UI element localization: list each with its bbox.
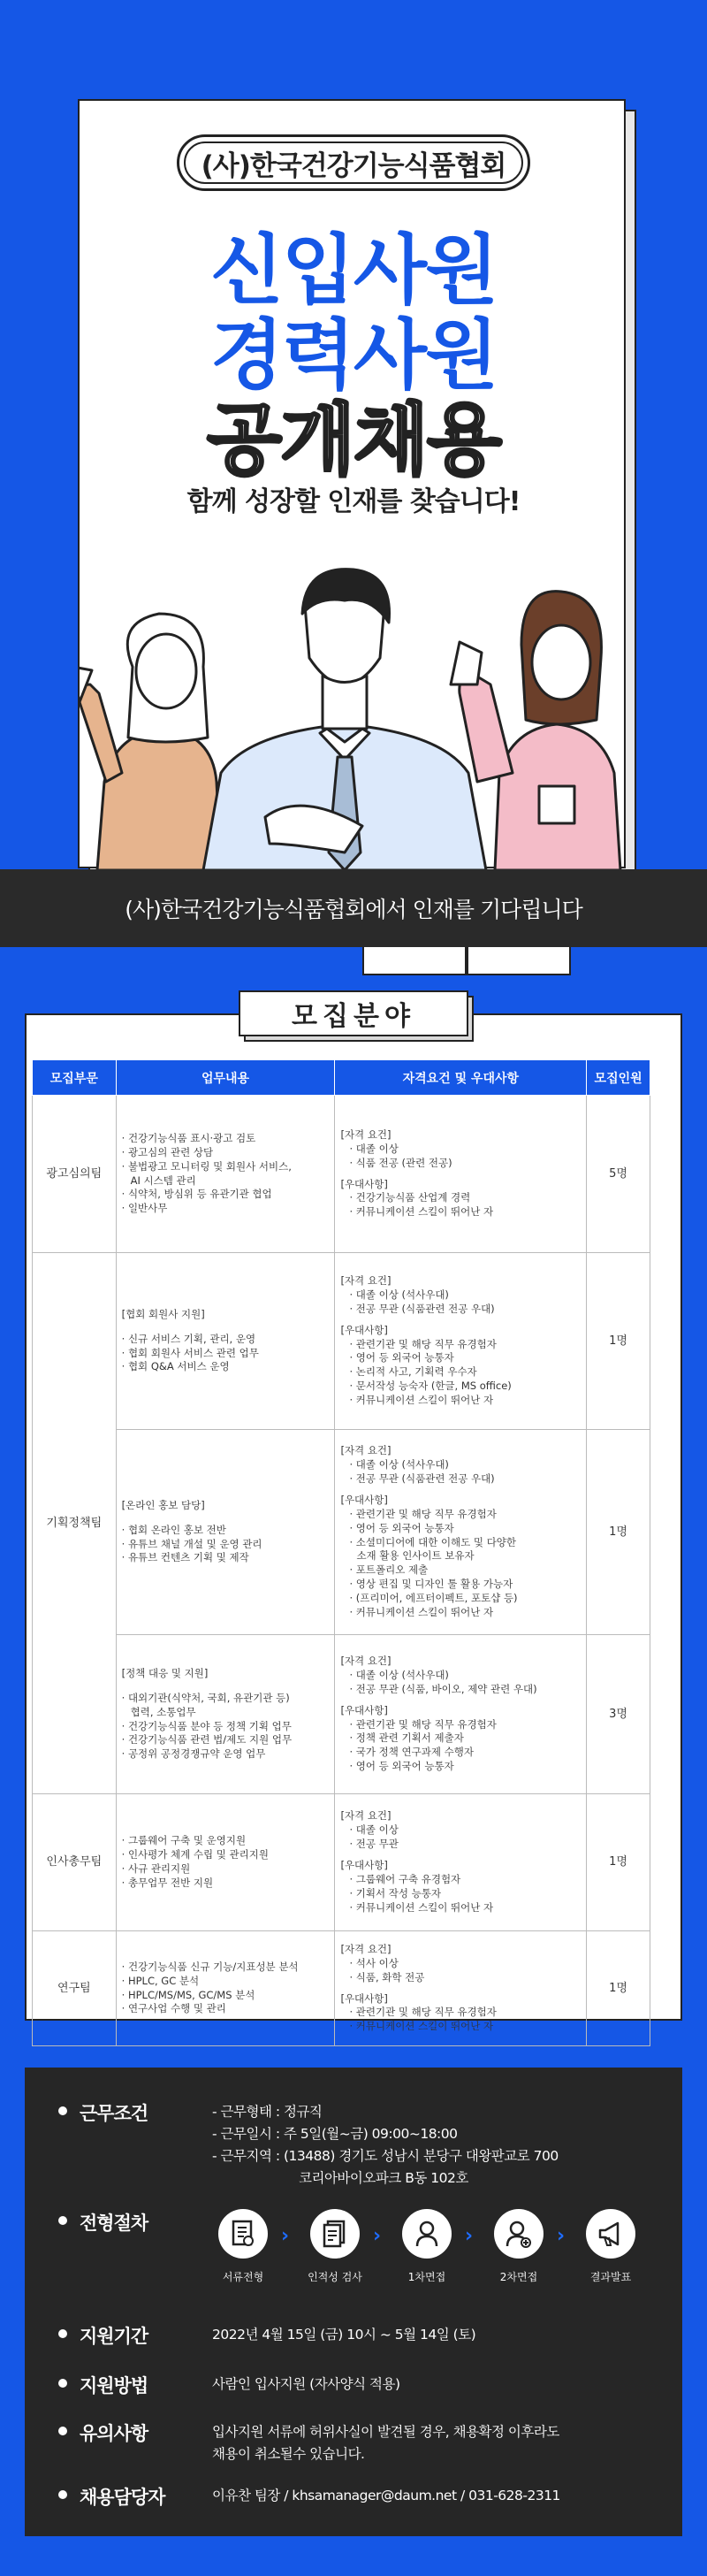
qual-line: · 커뮤니케이션 스킬이 뛰어난 자 (349, 1605, 494, 1618)
duty-line: 협력, 소통업무 (130, 1705, 196, 1718)
notice-line: 채용이 취소될수 있습니다. (212, 2446, 365, 2462)
qual-line: · 대졸 이상 (석사우대) (349, 1288, 449, 1301)
chevron-right-icon: › (465, 2225, 474, 2247)
duty-line: · 건강기능식품 관련 법/제도 지원 업무 (121, 1733, 293, 1747)
qual-line: [자격 요건] (340, 1274, 392, 1288)
bullet-icon (58, 2106, 67, 2115)
duty-line: · 그룹웨어 구축 및 운영지원 (121, 1834, 247, 1847)
qual-line: · 전공 무관 (식품관련 전공 우대) (349, 1472, 495, 1486)
duty-line: · 대외기관(식약처, 국회, 유관기관 등) (121, 1691, 290, 1704)
qual-line: · 문서작성 능숙자 (한글, MS office) (349, 1380, 512, 1393)
contact-row (25, 2483, 682, 2510)
qual-line: · 전공 무관 (식품, 바이오, 제약 관련 우대) (349, 1682, 537, 1695)
bullet-icon (58, 2379, 67, 2388)
process-label: 전형절차 (80, 2213, 148, 2234)
qual-line: [자격 요건] (340, 1444, 392, 1457)
work-type: - 근무형태 : 정규직 (212, 2104, 323, 2120)
process-row (25, 2209, 682, 2297)
duty-line: · 건강기능식품 분야 등 정책 기획 업무 (121, 1719, 292, 1732)
table-row (33, 1931, 650, 2046)
qual-line: · 그룹웨어 구축 유경험자 (349, 1872, 461, 1885)
table-header-row (33, 1060, 650, 1096)
qual-line: · 소셜미디어에 대한 이해도 및 다양한 (349, 1535, 517, 1548)
info-section (25, 2068, 682, 2536)
document-icon (218, 2209, 268, 2259)
method-label: 지원방법 (80, 2375, 148, 2396)
qual-line: · 대졸 이상 (석사우대) (349, 1458, 449, 1471)
qual-line: · 커뮤니케이션 스킬이 뛰어난 자 (349, 1900, 494, 1914)
contact-label: 채용담당자 (80, 2487, 165, 2508)
qual-line: · 대졸 이상 (석사우대) (349, 1668, 449, 1681)
qual-line: · 영어 등 외국어 능통자 (349, 1521, 454, 1534)
qual-line: · 전공 무관 (식품관련 전공 우대) (349, 1302, 495, 1315)
qual-line: · 영어 등 외국어 능통자 (349, 1351, 454, 1364)
duty-line: · 유튜브 컨텐츠 기획 및 제작 (121, 1551, 249, 1564)
qual-line: [자격 요건] (340, 1655, 392, 1668)
duty-line: · 식약처, 방심위 등 유관기관 협업 (121, 1188, 272, 1201)
qualification-cell (335, 1931, 587, 2046)
qual-line: [우대사항] (340, 1177, 388, 1190)
chevron-right-icon: › (373, 2225, 382, 2247)
duty-line: AI 시스템 관리 (130, 1173, 196, 1187)
qual-line: · 커뮤니케이션 스킬이 뛰어난 자 (349, 2020, 494, 2033)
step-interview-2 (488, 2209, 550, 2284)
period-label: 지원기간 (80, 2326, 148, 2347)
qual-line: · 영상 편집 및 디자인 툴 활용 가능자 (349, 1578, 513, 1591)
duty-line: · HPLC/MS/MS, GC/MS 분석 (121, 1988, 255, 2001)
qual-line: · 논리적 사고, 기획력 우수자 (349, 1365, 477, 1379)
qual-line: · 대졸 이상 (349, 1823, 399, 1837)
spacer (122, 1322, 330, 1333)
work-location: - 근무지역 : (13488) 경기도 성남시 분당구 대왕판교로 700 (212, 2148, 559, 2164)
spacer (340, 1317, 581, 1324)
bullet-icon (58, 2329, 67, 2338)
table-row (33, 1430, 650, 1635)
headline-open-recruitment: 공개채용 (206, 394, 501, 485)
chevron-right-icon: › (281, 2225, 290, 2247)
org-name-badge (177, 134, 530, 191)
qual-line: [자격 요건] (340, 1127, 392, 1141)
method-value: 사람인 입사지원 (자사양식 적용) (212, 2376, 400, 2392)
dept-cell: 광고심의팀 (33, 1096, 117, 1253)
step-label: 인적성 검사 (308, 2271, 362, 2283)
qual-line: · 커뮤니케이션 스킬이 뛰어난 자 (349, 1394, 494, 1406)
step-document (212, 2209, 274, 2284)
bullet-icon (58, 2427, 67, 2435)
notice-line: 입사지원 서류에 허위사실이 발견될 경우, 채용확정 이후라도 (212, 2424, 559, 2440)
man-center-figure (203, 569, 486, 870)
qualification-cell (335, 1635, 587, 1794)
poster-tagline: 함께 성장할 인재를 찾습니다! (186, 486, 521, 517)
qual-line: · 식품, 화학 전공 (349, 1970, 425, 1984)
person-icon (402, 2209, 452, 2259)
qual-line: · 대졸 이상 (349, 1142, 399, 1155)
notice-value (212, 2421, 559, 2465)
duty-line: · 협회 온라인 홍보 전반 (121, 1523, 226, 1536)
spacer (340, 1487, 581, 1494)
section-title: 모집분야 (239, 990, 468, 1036)
qualification-cell (335, 1794, 587, 1931)
count-cell: 1명 (587, 1253, 650, 1430)
duty-line: · 협회 Q&A 서비스 운영 (121, 1360, 230, 1373)
contact-value: 이유찬 팀장 / khsamanager@daum.net / 031-628-2311 (212, 2488, 560, 2503)
positions-table (32, 1059, 650, 2046)
header-dept: 모집부문 (33, 1060, 117, 1096)
header-count: 모집인원 (587, 1060, 650, 1096)
qual-line: · 정책 관련 기획서 제출자 (349, 1731, 464, 1745)
qual-line: [우대사항] (340, 1703, 388, 1716)
duty-line: · 신규 서비스 기획, 관리, 운영 (121, 1332, 256, 1345)
qual-line: · 석사 이상 (349, 1956, 399, 1969)
duty-cell (116, 1794, 335, 1931)
qual-line: [우대사항] (340, 1991, 388, 2005)
table-row (33, 1096, 650, 1253)
qual-line: · 영어 등 외국어 능통자 (349, 1760, 454, 1773)
qual-line: · 관련기관 및 해당 직무 유경험자 (349, 2006, 497, 2019)
qual-line: · 식품 전공 (관련 전공) (349, 1156, 452, 1169)
checklist-icon (310, 2209, 360, 2259)
qual-line: [자격 요건] (340, 1809, 392, 1823)
megaphone-icon (586, 2209, 635, 2259)
period-value: 2022년 4월 15일 (금) 10시 ~ 5월 14일 (토) (212, 2327, 476, 2343)
qual-line: · 관련기관 및 해당 직무 유경험자 (349, 1717, 497, 1731)
work-conditions-value (212, 2101, 559, 2190)
count-cell: 3명 (587, 1635, 650, 1794)
qual-line: · 전공 무관 (349, 1838, 399, 1851)
decor-box-right (467, 947, 571, 975)
qual-line: · 국가 정책 연구과제 수행자 (349, 1746, 474, 1759)
dept-cell: 연구팀 (33, 1931, 117, 2046)
bullet-icon (58, 2490, 67, 2499)
duty-line: · 건강기능식품 신규 기능/지표성분 분석 (121, 1960, 299, 1973)
method-row (25, 2372, 682, 2398)
period-row (25, 2322, 682, 2349)
step-aptitude (304, 2209, 366, 2284)
qualification-cell (335, 1253, 587, 1430)
qual-line: · 포트폴리오 제출 (349, 1563, 429, 1577)
duty-line: · 총무업무 전반 지원 (121, 1876, 214, 1889)
spacer (340, 1697, 581, 1704)
duty-line: · HPLC, GC 분석 (121, 1974, 200, 1987)
qual-line: · 관련기관 및 해당 직무 유경험자 (349, 1337, 497, 1350)
table-row (33, 1253, 650, 1430)
count-cell: 1명 (587, 1794, 650, 1931)
qual-line: [우대사항] (340, 1859, 388, 1872)
work-conditions-row (25, 2099, 682, 2197)
qualification-cell (335, 1430, 587, 1635)
work-hours: - 근무일시 : 주 5일(월~금) 09:00~18:00 (212, 2126, 458, 2142)
duty-line: [온라인 홍보 담당] (121, 1498, 205, 1511)
step-interview-1 (396, 2209, 458, 2284)
table-row (33, 1794, 650, 1931)
duty-line: · 연구사업 수행 및 관리 (121, 2002, 226, 2015)
qual-line: [우대사항] (340, 1323, 388, 1336)
qual-line: · 커뮤니케이션 스킬이 뛰어난 자 (349, 1205, 494, 1219)
decor-box-left (362, 947, 467, 975)
people-illustration (80, 561, 627, 870)
step-label: 서류전형 (222, 2271, 264, 2283)
duty-line: · 협회 회원사 서비스 관련 업무 (121, 1346, 259, 1359)
qual-line: 소재 활용 인사이트 보유자 (356, 1549, 475, 1563)
recruitment-poster (78, 99, 626, 868)
spacer (340, 1852, 581, 1859)
duty-cell (116, 1096, 335, 1253)
qual-line: [자격 요건] (340, 1942, 392, 1955)
qual-line: · (프리미어, 에프터이펙트, 포토샵 등) (349, 1591, 518, 1604)
duty-line: · 광고심의 관련 상담 (121, 1145, 214, 1158)
duty-line: · 유튜브 채널 개설 및 운영 관리 (121, 1537, 262, 1550)
header-qualification: 자격요건 및 우대사항 (335, 1060, 587, 1096)
table-row (33, 1635, 650, 1794)
work-conditions-label: 근무조건 (80, 2103, 148, 2124)
bullet-icon (58, 2216, 67, 2225)
spacer (122, 1513, 330, 1524)
duty-line: · 사규 관리지원 (121, 1862, 191, 1875)
spacer (122, 1681, 330, 1692)
duty-cell (116, 1931, 335, 2046)
duty-line: [정책 대응 및 지원] (121, 1666, 209, 1679)
work-location-detail: 코리아바이오파크 B동 102호 (299, 2170, 468, 2186)
recruitment-banner (0, 869, 707, 947)
dept-cell: 인사총무팀 (33, 1794, 117, 1931)
woman-left-figure (80, 614, 221, 870)
step-announcement (580, 2209, 642, 2284)
duty-line: · 인사평가 체계 수립 및 관리지원 (121, 1848, 269, 1861)
duty-line: · 공정위 공정경쟁규약 운영 업무 (121, 1747, 266, 1761)
duty-line: [협회 회원사 지원] (121, 1307, 205, 1320)
headline-new-hire: 신입사원 (209, 226, 498, 315)
step-label: 결과발표 (589, 2271, 632, 2283)
chevron-right-icon: › (557, 2225, 566, 2247)
qual-line: [우대사항] (340, 1493, 388, 1506)
step-label: 1차면접 (407, 2271, 446, 2283)
duty-line: · 불법광고 모니터링 및 회원사 서비스, (121, 1159, 292, 1173)
person-plus-icon (494, 2209, 544, 2259)
notice-row (25, 2419, 682, 2465)
duty-cell (116, 1635, 335, 1794)
notice-label: 유의사항 (80, 2423, 148, 2444)
duty-line: · 건강기능식품 표시·광고 검토 (121, 1131, 256, 1144)
count-cell: 1명 (587, 1430, 650, 1635)
duty-cell (116, 1253, 335, 1430)
header-duty: 업무내용 (116, 1060, 335, 1096)
spacer (340, 1985, 581, 1992)
org-name: (사)한국건강기능식품협회 (201, 149, 506, 182)
count-cell: 5명 (587, 1096, 650, 1253)
qual-line: · 건강기능식품 산업계 경력 (349, 1191, 471, 1204)
spacer (340, 1171, 581, 1178)
duty-line: · 일반사무 (121, 1202, 168, 1215)
section-title-box (239, 990, 477, 1042)
qual-line: · 기획서 작성 능통자 (349, 1886, 441, 1900)
banner-text: (사)한국건강기능식품협회에서 인재를 기다립니다 (125, 897, 582, 922)
step-label: 2차면접 (499, 2271, 538, 2283)
qual-line: · 관련기관 및 해당 직무 유경험자 (349, 1507, 497, 1520)
qualification-cell (335, 1096, 587, 1253)
count-cell: 1명 (587, 1931, 650, 2046)
duty-cell (116, 1430, 335, 1635)
headline-experienced: 경력사원 (209, 311, 498, 400)
process-steps (212, 2209, 672, 2290)
dept-cell: 기획정책팀 (33, 1253, 117, 1794)
